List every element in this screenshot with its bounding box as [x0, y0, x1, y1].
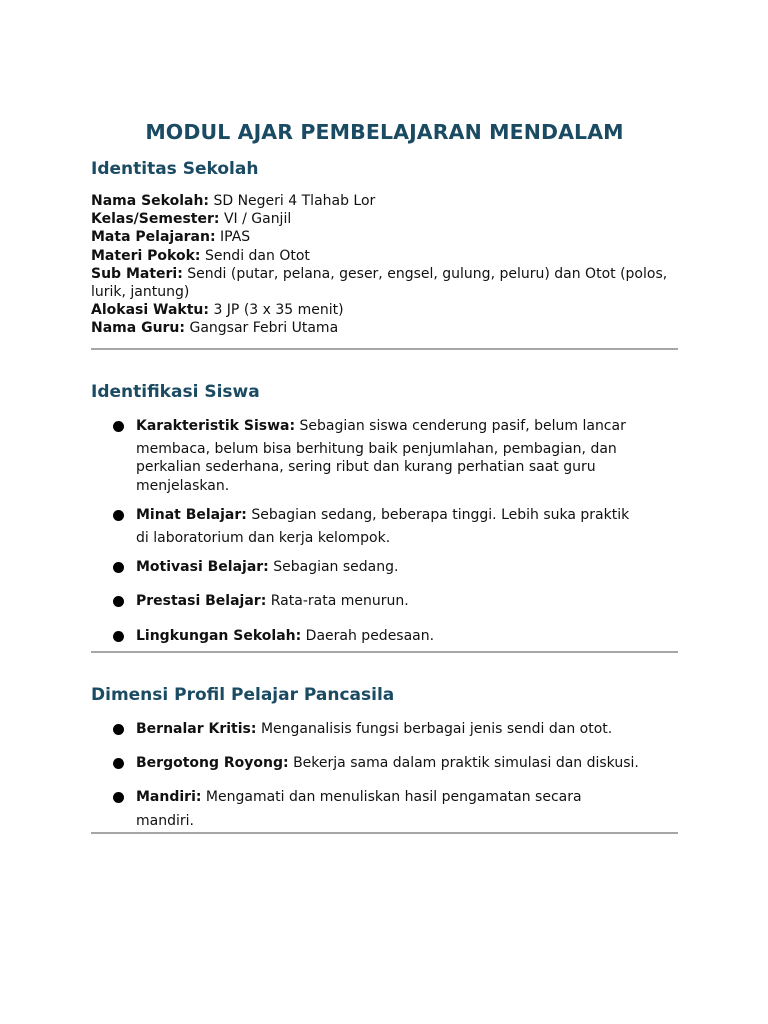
dimensi-list: [91, 720, 678, 830]
info-value: Sendi dan Otot: [204, 247, 310, 264]
info-value: Gangsar Febri Utama: [189, 320, 339, 337]
identitas-info: [91, 192, 678, 338]
item-text: Sebagian sedang, beberapa tinggi. Lebih suka praktik: [251, 506, 630, 523]
item-text: Sebagian siswa cenderung pasif, belum lancar: [299, 418, 626, 434]
item-text-continued: membaca, belum bisa berhitung baik penjumlahan, pembagian, dan perkalian sederhana, sering ribut dan kurang perhatian saat guru menjelaskan.: [136, 441, 617, 494]
section-divider: [91, 651, 678, 653]
bullet-icon: [113, 596, 124, 607]
info-value: 3 JP (3 x 35 menit): [213, 302, 344, 319]
info-label: Nama Guru:: [91, 320, 186, 337]
list-item: [91, 558, 678, 576]
item-text: Daerah pedesaan.: [305, 627, 435, 644]
info-label: Sub Materi:: [91, 265, 183, 282]
item-text: Bekerja sama dalam praktik simulasi dan diskusi.: [293, 755, 639, 772]
bullet-icon: [113, 562, 124, 573]
item-text: Menganalisis fungsi berbagai jenis sendi dan otot.: [260, 721, 613, 737]
list-item: [91, 627, 678, 645]
section-heading-dimensi: Dimensi Profil Pelajar Pancasila: [91, 685, 395, 705]
info-value: IPAS: [220, 229, 251, 246]
info-value: SD Negeri 4 Tlahab Lor: [213, 193, 376, 209]
info-row-sub-materi: [91, 265, 678, 301]
section-divider: [91, 832, 678, 834]
info-label: Materi Pokok:: [91, 247, 201, 264]
item-label: Karakteristik Siswa:: [136, 418, 296, 434]
info-row-nama-sekolah: [91, 192, 678, 210]
list-item: [91, 417, 678, 495]
info-label: Kelas/Semester:: [91, 211, 220, 228]
item-label: Mandiri:: [136, 789, 202, 806]
list-item: [91, 788, 678, 829]
bullet-icon: [113, 421, 124, 432]
bullet-icon: [113, 510, 124, 521]
info-value: Sendi (putar, pelana, geser, engsel, gulung, peluru) dan Otot (polos, lurik, jantung): [91, 265, 668, 301]
item-text-continued: di laboratorium dan kerja kelompok.: [136, 530, 391, 547]
list-item: [91, 506, 678, 547]
document-title: MODUL AJAR PEMBELAJARAN MENDALAM: [145, 120, 624, 144]
bullet-icon: [113, 792, 124, 803]
bullet-icon: [113, 758, 124, 769]
info-row-nama-guru: [91, 319, 678, 337]
info-row-alokasi-waktu: [91, 301, 678, 319]
info-value: VI / Ganjil: [223, 211, 292, 228]
bullet-icon: [113, 724, 124, 735]
list-item: [91, 754, 678, 772]
item-label: Bergotong Royong:: [136, 755, 289, 772]
list-item: [91, 592, 678, 610]
section-divider: [91, 348, 678, 350]
item-text-continued: mandiri.: [136, 812, 194, 829]
item-label: Prestasi Belajar:: [136, 593, 267, 610]
section-heading-identifikasi: Identifikasi Siswa: [91, 382, 260, 402]
item-text: Sebagian sedang.: [273, 559, 399, 576]
item-label: Lingkungan Sekolah:: [136, 627, 302, 644]
info-label: Nama Sekolah:: [91, 193, 210, 209]
info-row-kelas-semester: [91, 210, 678, 228]
item-text: Rata-rata menurun.: [270, 593, 409, 610]
info-label: Mata Pelajaran:: [91, 229, 216, 246]
item-text: Mengamati dan menuliskan hasil pengamatan secara: [205, 789, 582, 806]
item-label: Bernalar Kritis:: [136, 721, 257, 737]
bullet-icon: [113, 631, 124, 642]
info-row-materi-pokok: [91, 247, 678, 265]
section-heading-identitas: Identitas Sekolah: [91, 159, 259, 179]
item-label: Motivasi Belajar:: [136, 559, 269, 576]
identifikasi-list: [91, 417, 678, 645]
list-item: [91, 720, 678, 738]
info-label: Alokasi Waktu:: [91, 302, 209, 319]
info-row-mata-pelajaran: [91, 228, 678, 246]
item-label: Minat Belajar:: [136, 506, 247, 523]
